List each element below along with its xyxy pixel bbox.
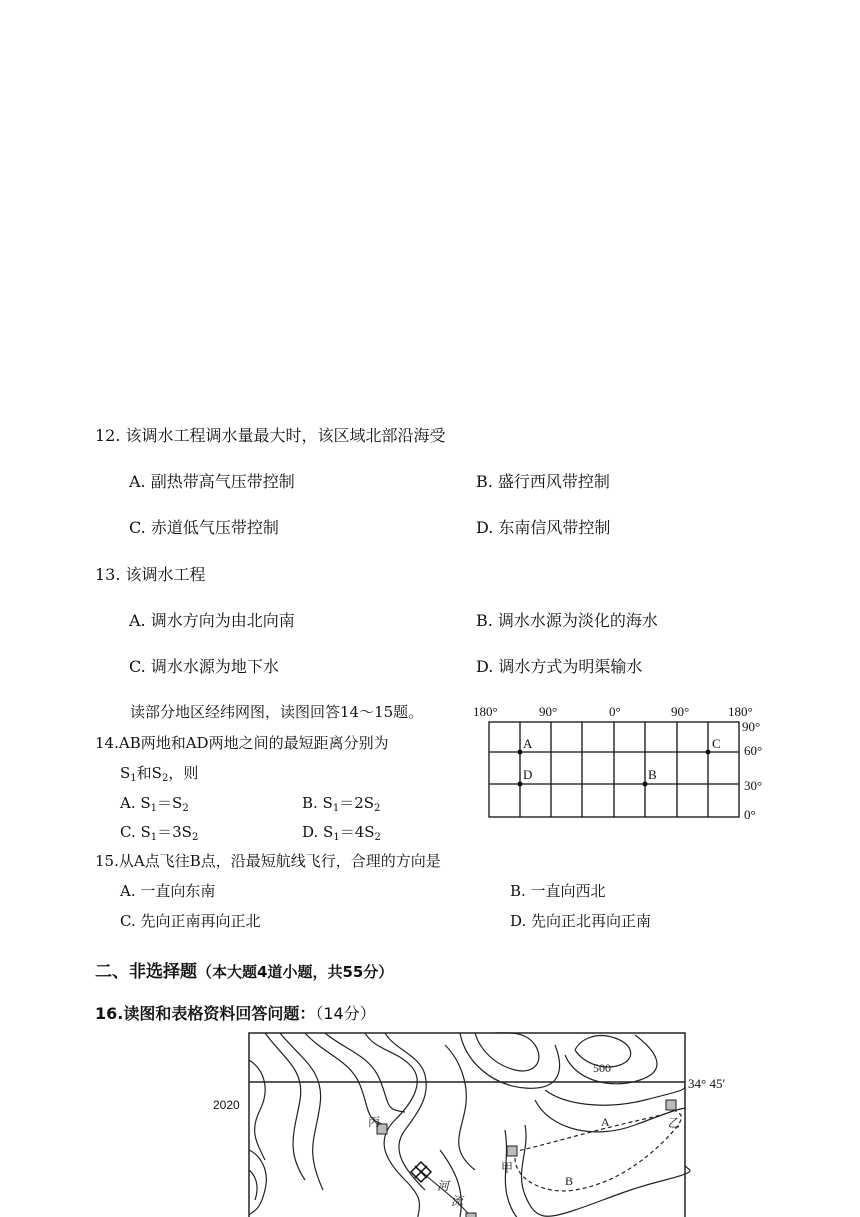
q12-option-c: C. 赤道低气压带控制 <box>129 518 279 537</box>
q14-option-d: D. $S_1=4S_2$ <box>302 823 381 843</box>
dashed-route-b <box>515 1108 681 1191</box>
lon-label-180e: 180° <box>728 704 753 719</box>
lon-label-90w: 90° <box>539 704 558 719</box>
site-bottom-marker <box>466 1213 476 1217</box>
section2-heading: 二、非选择题（本大题4道小题，共55分） <box>95 962 394 982</box>
route-label-a: A <box>601 1115 610 1129</box>
river-label-liu: 流 <box>451 1194 464 1208</box>
lat-label-60: 60° <box>744 743 763 758</box>
q12-stem: 12. 该调水工程调水量最大时，该区域北部沿海受 <box>95 426 446 445</box>
lat-label-90: 90° <box>742 719 761 734</box>
point-c-label: C <box>712 736 721 751</box>
place-label-yi: 乙 <box>668 1116 681 1130</box>
q15-option-b: B. 一直向西北 <box>510 882 606 900</box>
intro-14-15: 读部分地区经纬网图，读图回答14～15题。 <box>130 703 424 721</box>
q14-option-a: A. $S_1=S_2$ <box>120 794 189 814</box>
q15-option-c: C. 先向正南再向正北 <box>120 912 261 930</box>
site-yi-marker <box>666 1100 676 1110</box>
place-label-jia: 甲 <box>501 1161 514 1175</box>
q14-option-c: C. $S_1=3S_2$ <box>120 823 199 843</box>
contour-lines <box>249 1033 690 1217</box>
lon-label-0: 0° <box>609 704 621 719</box>
contour-value-label: 500 <box>593 1061 611 1075</box>
contour-left-label: 2020 <box>213 1098 240 1112</box>
contour-map-figure <box>245 1030 765 1217</box>
q13-stem: 13. 该调水工程 <box>95 565 206 584</box>
lat-label-34-45: 34° 45′ <box>688 1076 726 1091</box>
point-a-label: A <box>523 736 533 751</box>
dashed-route-a <box>513 1108 673 1152</box>
point-d-label: D <box>523 767 533 782</box>
q12-option-a: A. 副热带高气压带控制 <box>129 472 295 491</box>
q14-option-b: B. $S_1=2S_2$ <box>302 794 381 814</box>
lat-long-grid-figure <box>470 700 770 825</box>
q15-stem: 15.从A点飞往B点，沿最短航线飞行，合理的方向是 <box>95 852 441 870</box>
lon-label-180w: 180° <box>473 704 498 719</box>
point-c-marker <box>706 750 711 755</box>
point-b-marker <box>643 782 648 787</box>
q15-option-d: D. 先向正北再向正南 <box>510 912 652 930</box>
lat-label-30: 30° <box>744 778 763 793</box>
q13-option-c: C. 调水水源为地下水 <box>129 657 279 676</box>
point-a-marker <box>518 750 523 755</box>
q12-option-b: B. 盛行西风带控制 <box>476 472 610 491</box>
point-b-label: B <box>648 767 657 782</box>
lon-label-90e: 90° <box>671 704 690 719</box>
q13-option-d: D. 调水方式为明渠输水 <box>476 657 643 676</box>
place-label-bing: 丙 <box>368 1115 381 1129</box>
point-d-marker <box>518 782 523 787</box>
q13-option-b: B. 调水水源为淡化的海水 <box>476 611 658 630</box>
q15-option-a: A. 一直向东南 <box>120 882 216 900</box>
route-label-b: B <box>565 1174 574 1188</box>
lat-label-0: 0° <box>744 807 756 822</box>
q16-heading: 16.读图和表格资料回答问题：（14分） <box>95 1004 376 1023</box>
q13-option-a: A. 调水方向为由北向南 <box>129 611 295 630</box>
q14-stem-line2: $S_1$和$S_2$，则 <box>120 764 199 784</box>
river-label-he: 河 <box>437 1179 450 1193</box>
site-jia-marker <box>507 1146 517 1156</box>
q12-option-d: D. 东南信风带控制 <box>476 518 611 537</box>
q14-stem-line1: 14.AB两地和AD两地之间的最短距离分别为 <box>95 734 389 752</box>
